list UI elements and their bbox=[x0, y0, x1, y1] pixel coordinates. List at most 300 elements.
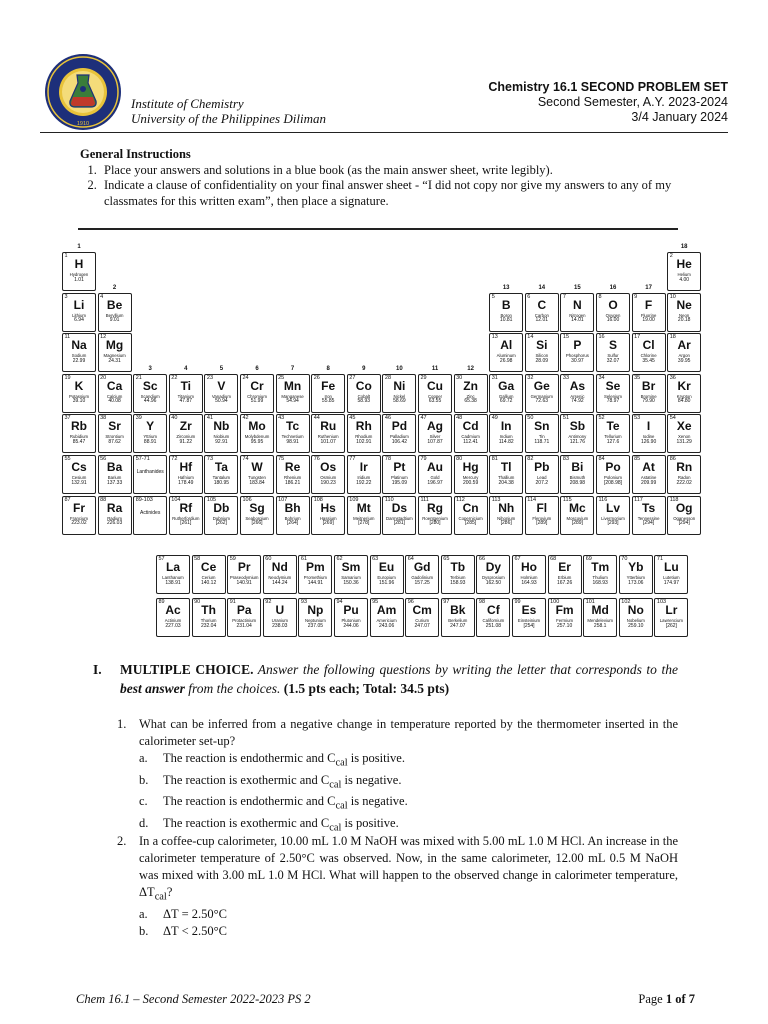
element-symbol: Cf bbox=[487, 603, 500, 617]
element-number: 58 bbox=[194, 556, 201, 562]
element-mass: 121.76 bbox=[569, 438, 586, 445]
element-name: Erbium bbox=[557, 575, 572, 580]
element-symbol: Au bbox=[427, 460, 443, 474]
element-name: Polonium bbox=[604, 475, 622, 480]
element-mass: 157.25 bbox=[414, 579, 430, 586]
element-name: Iron bbox=[324, 393, 332, 399]
element-cell-zn bbox=[454, 374, 488, 413]
group-label: 10 bbox=[396, 365, 403, 372]
element-cell-at bbox=[632, 455, 666, 494]
element-name: Fermium bbox=[556, 618, 574, 623]
element-number: 86 bbox=[669, 456, 676, 462]
element-cell-fl bbox=[525, 496, 559, 535]
element-mass: 232.04 bbox=[200, 622, 217, 629]
element-name: Berkelium bbox=[448, 618, 468, 623]
element-name: Xenon bbox=[677, 434, 691, 440]
element-name: Germanium bbox=[530, 393, 554, 399]
element-symbol: Nb bbox=[213, 419, 230, 434]
element-symbol: Lu bbox=[664, 560, 679, 574]
element-number: 98 bbox=[478, 599, 486, 605]
element-symbol: Ac bbox=[165, 603, 181, 617]
element-name: Chlorine bbox=[640, 353, 657, 359]
element-name: Boron bbox=[500, 312, 512, 318]
element-number: 10 bbox=[669, 293, 676, 300]
choice-a: a. The reaction is endothermic and $C_{cal}$ is positive. bbox=[139, 751, 405, 769]
element-name: Lead bbox=[537, 475, 547, 480]
element-symbol: C bbox=[537, 297, 547, 312]
element-cell-i bbox=[632, 414, 666, 453]
section-instructions bbox=[120, 660, 678, 698]
element-name: Chromium bbox=[247, 393, 267, 399]
element-name: Rutherfordium bbox=[172, 515, 200, 521]
group-label: 18 bbox=[680, 244, 688, 250]
element-name: Tungsten bbox=[248, 475, 266, 480]
element-name: Molybdenum bbox=[244, 434, 270, 440]
element-name: Americium bbox=[376, 618, 397, 623]
element-cell-la bbox=[156, 555, 190, 594]
element-symbol: Pa bbox=[236, 603, 252, 617]
element-mass: 14.01 bbox=[571, 317, 584, 324]
question-2 bbox=[117, 833, 678, 940]
element-mass: 227.03 bbox=[165, 622, 181, 629]
element-number: 8 bbox=[598, 293, 602, 300]
element-number: 30 bbox=[456, 374, 463, 381]
element-cell-s bbox=[596, 333, 630, 372]
element-name: Lithium bbox=[72, 312, 86, 318]
element-symbol: Th bbox=[201, 603, 216, 617]
element-number: 73 bbox=[206, 456, 214, 462]
element-cell-placeholder bbox=[133, 496, 167, 535]
element-mass: 174.97 bbox=[663, 579, 680, 586]
element-cell-au bbox=[418, 455, 452, 494]
element-mass: 138.91 bbox=[165, 579, 181, 586]
element-cell-bi bbox=[560, 455, 594, 494]
element-name: Radon bbox=[677, 475, 691, 480]
element-cell-ni bbox=[382, 374, 416, 413]
element-cell-sb bbox=[560, 414, 594, 453]
element-name: Phosphorus bbox=[565, 353, 589, 359]
element-name: Sodium bbox=[71, 353, 87, 359]
element-name: Argon bbox=[678, 353, 690, 359]
element-symbol: B bbox=[501, 297, 511, 312]
element-number: 64 bbox=[407, 556, 414, 562]
element-mass: 63.55 bbox=[428, 398, 442, 405]
element-mass: 50.94 bbox=[215, 398, 228, 405]
element-cell-he bbox=[667, 252, 701, 291]
element-number: 79 bbox=[420, 456, 427, 462]
element-symbol: Sb bbox=[569, 419, 586, 434]
element-symbol: K bbox=[74, 378, 84, 393]
element-number: 71 bbox=[656, 556, 664, 562]
element-mass: 101.07 bbox=[320, 438, 336, 445]
element-name: Krypton bbox=[676, 393, 692, 399]
element-mass: 107.87 bbox=[427, 438, 443, 445]
element-mass: 16.00 bbox=[606, 317, 620, 324]
element-mass: 98.91 bbox=[286, 438, 299, 445]
element-cell-rg bbox=[418, 496, 452, 535]
element-mass: [264] bbox=[287, 520, 299, 527]
element-name: Oganesson bbox=[673, 515, 696, 521]
element-number: 102 bbox=[621, 599, 631, 605]
element-symbol: Rb bbox=[71, 419, 87, 434]
element-mass: 4.00 bbox=[679, 276, 690, 283]
element-cell-sn bbox=[525, 414, 559, 453]
institute-block bbox=[131, 96, 326, 126]
element-symbol: Zn bbox=[463, 378, 478, 393]
element-cell-mn bbox=[276, 374, 310, 413]
element-symbol: Pm bbox=[306, 560, 325, 574]
element-mass: 54.94 bbox=[286, 398, 299, 405]
element-name: Silver bbox=[429, 434, 441, 440]
element-cell-gd bbox=[405, 555, 439, 594]
element-symbol: Cr bbox=[250, 378, 264, 393]
element-mass: 24.31 bbox=[108, 357, 121, 364]
element-mass: 168.93 bbox=[592, 579, 608, 586]
element-cell-sr bbox=[98, 414, 132, 453]
element-name: Tennessine bbox=[637, 515, 660, 521]
element-symbol: Te bbox=[606, 419, 620, 434]
element-number: 13 bbox=[491, 334, 498, 341]
element-cell-ca bbox=[98, 374, 132, 413]
element-mass: 259.10 bbox=[628, 622, 644, 629]
element-symbol: Be bbox=[106, 297, 123, 312]
element-symbol: Ne bbox=[676, 297, 692, 312]
element-name: Niobium bbox=[213, 434, 230, 440]
element-number: 9 bbox=[634, 293, 638, 300]
periodic-table bbox=[62, 245, 702, 545]
element-symbol: U bbox=[275, 603, 285, 617]
element-name: Californium bbox=[482, 618, 505, 623]
element-mass: 237.05 bbox=[307, 622, 324, 629]
element-cell-cn bbox=[454, 496, 488, 535]
element-cell-ru bbox=[311, 414, 345, 453]
element-symbol: Ar bbox=[677, 338, 691, 353]
element-symbol: Ba bbox=[106, 460, 123, 474]
element-number: 100 bbox=[550, 599, 560, 605]
element-number: 18 bbox=[669, 334, 676, 341]
element-mass: 74.92 bbox=[571, 398, 584, 405]
element-cell-ba bbox=[98, 455, 132, 494]
section-instr-best: best answer bbox=[120, 681, 185, 696]
f-block-table bbox=[156, 555, 686, 643]
element-name: Plutonium bbox=[341, 618, 361, 623]
element-symbol: Si bbox=[536, 338, 548, 353]
element-symbol: Mt bbox=[356, 500, 371, 515]
element-number: 88 bbox=[100, 496, 107, 503]
element-name: Tin bbox=[538, 434, 545, 440]
element-number: 63 bbox=[372, 556, 379, 562]
element-symbol: Ir bbox=[359, 460, 368, 474]
element-mass: 26.98 bbox=[499, 357, 513, 364]
element-name: Europium bbox=[377, 575, 396, 580]
element-symbol: Mn bbox=[283, 378, 302, 393]
semester: Second Semester, A.Y. 2023-2024 bbox=[537, 95, 728, 109]
element-symbol: Cm bbox=[412, 603, 432, 617]
element-number: 17 bbox=[634, 334, 641, 341]
element-symbol: He bbox=[676, 257, 692, 271]
element-symbol: Bk bbox=[450, 603, 466, 617]
element-symbol: Cd bbox=[462, 419, 479, 434]
element-symbol: N bbox=[573, 297, 582, 312]
logo-year: 1910 bbox=[76, 121, 90, 127]
element-symbol: Pd bbox=[391, 419, 408, 434]
element-symbol: Sg bbox=[249, 500, 265, 515]
element-name: Cesium bbox=[71, 475, 87, 480]
element-cell-rb bbox=[62, 414, 96, 453]
element-number: 32 bbox=[527, 374, 534, 381]
element-cell-f bbox=[632, 293, 666, 332]
element-mass: 207.2 bbox=[535, 479, 549, 486]
group-label: 1 bbox=[77, 244, 81, 250]
element-name: Protactinium bbox=[232, 618, 257, 623]
element-number: 97 bbox=[443, 599, 450, 605]
element-cell-po bbox=[596, 455, 630, 494]
element-number: 83 bbox=[562, 456, 570, 462]
element-mass: 102.91 bbox=[356, 438, 372, 445]
element-name: Einsteinium bbox=[517, 618, 541, 623]
element-mass: [261] bbox=[180, 520, 192, 527]
element-mass: 91.22 bbox=[179, 438, 193, 445]
choice-a: a. ΔT = 2.50°C bbox=[139, 906, 227, 921]
element-symbol: W bbox=[251, 460, 263, 474]
element-symbol: Dy bbox=[485, 560, 502, 574]
element-mass: 39.10 bbox=[72, 398, 86, 405]
element-name: Terbium bbox=[450, 575, 466, 580]
element-symbol: Tl bbox=[500, 460, 512, 474]
element-name: Hafnium bbox=[177, 475, 194, 480]
element-symbol: O bbox=[608, 297, 618, 312]
element-name: Mendelevium bbox=[587, 618, 613, 623]
element-cell-md bbox=[583, 598, 617, 637]
element-mass: 47.87 bbox=[179, 398, 193, 405]
element-symbol: P bbox=[573, 338, 582, 353]
element-cell-pb bbox=[525, 455, 559, 494]
instructions-divider bbox=[78, 228, 678, 230]
element-symbol: Tc bbox=[286, 419, 300, 434]
element-symbol: Ru bbox=[320, 419, 337, 434]
element-cell-br bbox=[632, 374, 666, 413]
element-number: 3 bbox=[64, 293, 68, 300]
element-symbol: Gd bbox=[413, 560, 431, 574]
group-label: 16 bbox=[609, 284, 617, 291]
element-symbol: Fr bbox=[73, 500, 85, 515]
element-mass: 173.06 bbox=[628, 579, 644, 586]
element-cell-es bbox=[512, 598, 546, 637]
element-mass: 222.02 bbox=[676, 479, 692, 486]
element-number: 57 bbox=[158, 556, 165, 562]
element-number: 6 bbox=[527, 293, 531, 300]
element-symbol: Ni bbox=[393, 378, 406, 393]
element-number: 99 bbox=[514, 599, 521, 605]
element-name: Bohrium bbox=[284, 515, 301, 521]
element-mass: 32.07 bbox=[606, 357, 620, 364]
element-symbol: Ga bbox=[498, 378, 515, 393]
element-cell-no bbox=[619, 598, 653, 637]
element-number: 54 bbox=[669, 415, 676, 422]
exam-date: 3/4 January 2024 bbox=[631, 110, 728, 124]
element-number: 104 bbox=[171, 496, 181, 503]
element-cell-y bbox=[133, 414, 167, 453]
element-symbol: Y bbox=[146, 419, 155, 434]
footer-course: Chem 16.1 – Second Semester 2022-2023 PS 2 bbox=[76, 992, 311, 1006]
element-cell-in bbox=[489, 414, 523, 453]
element-number: 20 bbox=[100, 374, 107, 381]
element-name: Fluorine bbox=[640, 312, 657, 318]
element-mass: 19.00 bbox=[642, 317, 655, 324]
element-mass: 87.62 bbox=[108, 438, 121, 445]
element-cell-rh bbox=[347, 414, 381, 453]
element-cell-ts bbox=[632, 496, 666, 535]
element-symbol: Er bbox=[558, 560, 571, 574]
element-mass: 6.94 bbox=[74, 317, 84, 324]
element-cell-ra bbox=[98, 496, 132, 535]
footer-page: Page 1 of 7 bbox=[638, 992, 695, 1006]
header-divider bbox=[40, 132, 728, 133]
element-name: Magnesium bbox=[103, 353, 126, 359]
element-cell-ga bbox=[489, 374, 523, 413]
element-symbol: Ta bbox=[214, 460, 228, 474]
element-mass: [286] bbox=[500, 520, 512, 527]
element-number: 7 bbox=[562, 293, 566, 300]
element-name: Barium bbox=[107, 475, 122, 480]
element-mass: [262] bbox=[215, 520, 227, 527]
element-cell-hf bbox=[169, 455, 203, 494]
group-label: 13 bbox=[502, 284, 510, 291]
element-symbol: Cn bbox=[462, 500, 479, 515]
element-cell-u bbox=[263, 598, 297, 637]
university-name: University of the Philippines Diliman bbox=[131, 111, 326, 126]
element-cell-ds bbox=[382, 496, 416, 535]
element-name: Scandium bbox=[140, 393, 160, 399]
element-symbol: Es bbox=[521, 603, 537, 617]
element-symbol: Na bbox=[71, 338, 87, 353]
element-name: Indium bbox=[499, 434, 513, 440]
element-name: Darmstadtium bbox=[386, 515, 413, 521]
element-mass: 30.97 bbox=[571, 357, 584, 364]
element-cell-si bbox=[525, 333, 559, 372]
instructions-list bbox=[80, 163, 720, 210]
element-name: Astatine bbox=[640, 475, 657, 480]
element-number: 96 bbox=[407, 599, 414, 605]
element-symbol: Zr bbox=[179, 419, 192, 434]
element-number: 19 bbox=[64, 374, 71, 381]
element-number: 69 bbox=[585, 556, 592, 562]
element-symbol: Fl bbox=[536, 500, 548, 515]
element-mass: 84.80 bbox=[677, 398, 691, 405]
section-label: MULTIPLE CHOICE. bbox=[120, 662, 254, 677]
element-number: 105 bbox=[206, 496, 217, 503]
element-symbol: H bbox=[74, 257, 84, 271]
element-cell-hg bbox=[454, 455, 488, 494]
element-symbol: Pt bbox=[393, 460, 406, 474]
element-mass: [269] bbox=[322, 520, 334, 527]
element-cell-v bbox=[204, 374, 238, 413]
element-mass: 186.21 bbox=[284, 479, 301, 486]
element-name: Aluminum bbox=[496, 353, 516, 359]
element-name: Technetium bbox=[281, 434, 304, 440]
element-number: 21 bbox=[135, 374, 142, 381]
element-mass: [289] bbox=[536, 520, 548, 527]
element-number: 23 bbox=[206, 374, 214, 381]
element-number: 27 bbox=[349, 374, 356, 381]
question-text: In a coffee-cup calorimeter, 10.00 mL 1.0 M NaOH was mixed with 5.00 mL 1.0 M HCl. An increase in the calorimeter temperature of 2.50°C was observed. Now, in the same calorimeter, 12.00 mL 0.5 M NaOH was mixed with 3.00 mL 1.0 M HCl. What will happen to the observed change in calorimeter temperature, $\Delta T_{cal}$? bbox=[139, 834, 678, 903]
element-name: Nobelium bbox=[626, 618, 645, 623]
element-symbol: Pu bbox=[343, 603, 359, 617]
element-mass: 131.29 bbox=[676, 438, 692, 445]
element-number: 94 bbox=[336, 599, 343, 605]
element-mass: 231.04 bbox=[236, 622, 252, 629]
element-name: Rubidium bbox=[69, 434, 89, 440]
element-name: Titanium bbox=[177, 393, 194, 399]
question-number: 2. bbox=[117, 834, 127, 848]
element-symbol: Ge bbox=[533, 378, 550, 393]
element-name: Arsenic bbox=[570, 393, 585, 399]
element-name: Nitrogen bbox=[569, 312, 586, 318]
element-mass: 223.02 bbox=[71, 520, 87, 527]
element-cell-db bbox=[204, 496, 238, 535]
element-cell-lr bbox=[654, 598, 688, 637]
element-mass: 200.59 bbox=[462, 479, 479, 486]
element-name: Roentgenium bbox=[422, 515, 448, 521]
element-mass: 158.93 bbox=[450, 579, 466, 586]
element-number: 90 bbox=[194, 599, 201, 605]
element-mass: 144.91 bbox=[307, 579, 324, 586]
element-symbol: Am bbox=[376, 603, 397, 617]
element-cell-te bbox=[596, 414, 630, 453]
element-symbol: Lr bbox=[665, 603, 678, 617]
element-name: Flerovium bbox=[532, 515, 552, 521]
element-cell-th bbox=[192, 598, 226, 637]
element-cell-ne bbox=[667, 293, 701, 332]
group-label: 6 bbox=[255, 365, 259, 372]
element-symbol: Pb bbox=[534, 460, 550, 474]
element-name: Dubnium bbox=[212, 515, 230, 521]
element-cell-lu bbox=[654, 555, 688, 594]
element-symbol: Nh bbox=[498, 500, 515, 515]
element-cell-k bbox=[62, 374, 96, 413]
element-symbol: Sr bbox=[108, 419, 121, 434]
element-symbol: Co bbox=[355, 378, 372, 393]
element-cell-mo bbox=[240, 414, 274, 453]
element-cell-tm bbox=[583, 555, 617, 594]
element-cell-bk bbox=[441, 598, 475, 637]
element-name: Calcium bbox=[106, 393, 123, 399]
section-instr-a: Answer the following questions by writing the letter that corresponds to the bbox=[253, 662, 678, 677]
element-cell-rn bbox=[667, 455, 701, 494]
element-mass: 196.97 bbox=[427, 479, 443, 486]
element-name: Neodymium bbox=[268, 575, 292, 580]
element-number: 34 bbox=[598, 374, 605, 381]
element-cell-ac bbox=[156, 598, 190, 637]
element-cell-se bbox=[596, 374, 630, 413]
element-number: 12 bbox=[100, 334, 107, 341]
element-name: Neptunium bbox=[305, 618, 326, 623]
element-name: Nihonium bbox=[497, 515, 516, 521]
element-mass: 35.45 bbox=[642, 357, 655, 364]
element-mass: 79.90 bbox=[642, 398, 655, 405]
element-symbol: Sc bbox=[142, 378, 158, 393]
element-number: 107 bbox=[278, 496, 288, 503]
element-symbol: Al bbox=[500, 338, 513, 353]
element-mass: 1.01 bbox=[74, 276, 84, 283]
element-name: Osmium bbox=[320, 475, 337, 480]
element-symbol: Br bbox=[641, 378, 656, 393]
element-name: Moscovium bbox=[566, 515, 589, 521]
element-mass: 85.47 bbox=[72, 438, 86, 445]
element-cell-fe bbox=[311, 374, 345, 413]
element-mass: [278] bbox=[358, 520, 370, 527]
section-instr-b: from the choices. bbox=[184, 681, 281, 696]
